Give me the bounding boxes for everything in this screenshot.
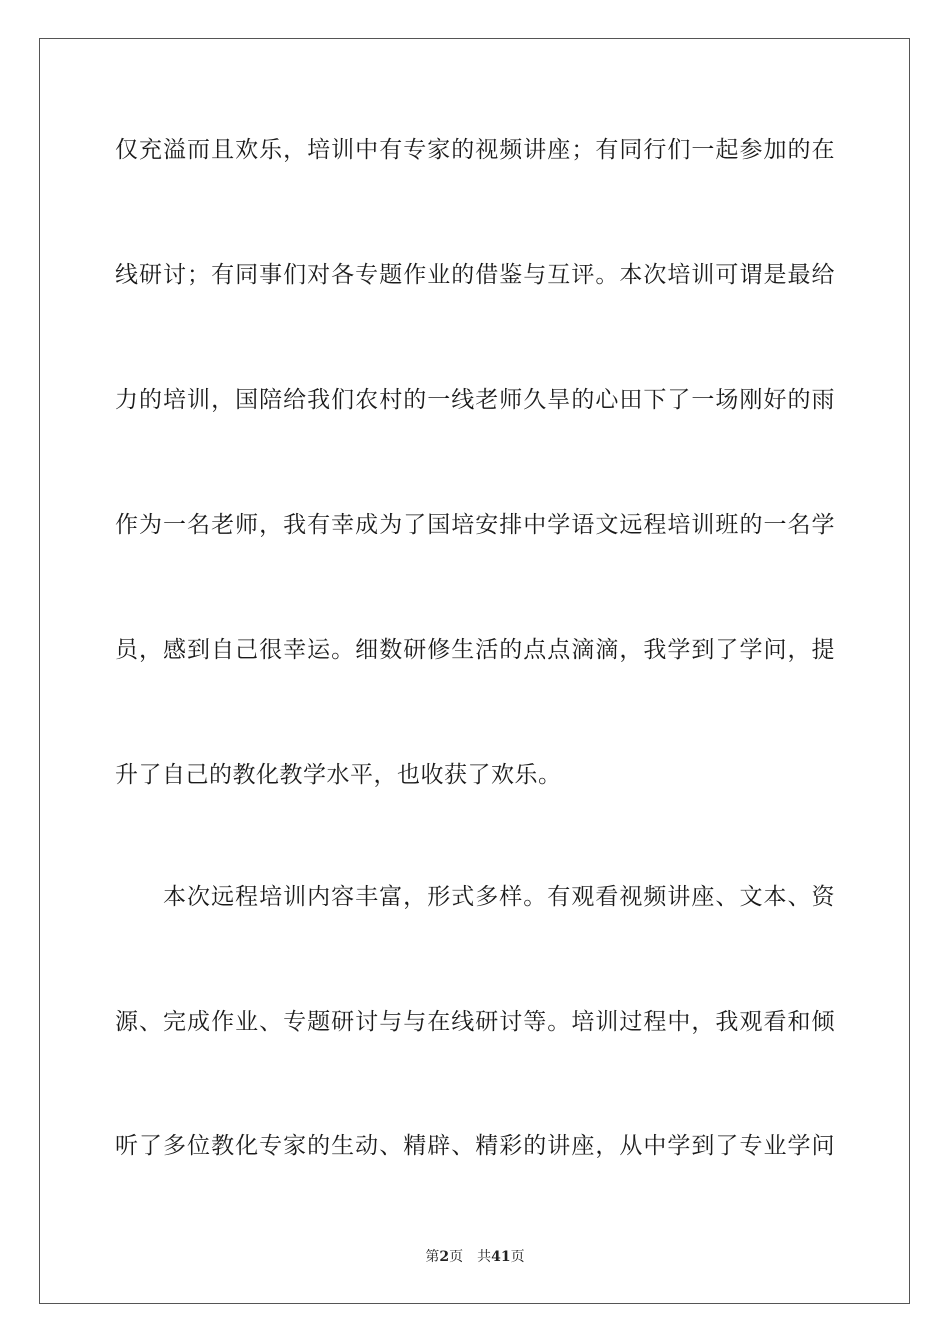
footer-total-prefix: 共 [477, 1249, 492, 1265]
body-line-3: 力的培训，国陪给我们农村的一线老师久旱的心田下了一场刚好的雨 [115, 387, 835, 413]
footer-page-number: 2 [439, 1249, 450, 1265]
body-line-6: 升了自己的教化教学水平，也收获了欢乐。 [115, 762, 562, 788]
footer-page-prefix: 第 [425, 1249, 440, 1265]
body-line-4: 作为一名老师，我有幸成为了国培安排中学语文远程培训班的一名学 [115, 512, 835, 538]
footer-total-suffix: 页 [510, 1249, 525, 1265]
body-line-5: 员，感到自己很幸运。细数研修生活的点点滴滴，我学到了学问，提 [115, 637, 835, 663]
body-line-1: 仅充溢而且欢乐，培训中有专家的视频讲座；有同行们一起参加的在 [115, 137, 835, 163]
body-line-8: 源、完成作业、专题研讨与与在线研讨等。培训过程中，我观看和倾 [115, 1009, 835, 1035]
page-footer [0, 1247, 950, 1267]
body-line-7: 本次远程培训内容丰富，形式多样。有观看视频讲座、文本、资 [163, 884, 835, 910]
body-line-9: 听了多位教化专家的生动、精辟、精彩的讲座，从中学到了专业学问 [115, 1133, 835, 1159]
body-line-2: 线研讨；有同事们对各专题作业的借鉴与互评。本次培训可谓是最给 [115, 262, 835, 288]
footer-page-suffix: 页 [449, 1249, 464, 1265]
page-border [39, 38, 910, 1304]
footer-total-pages: 41 [491, 1249, 511, 1265]
